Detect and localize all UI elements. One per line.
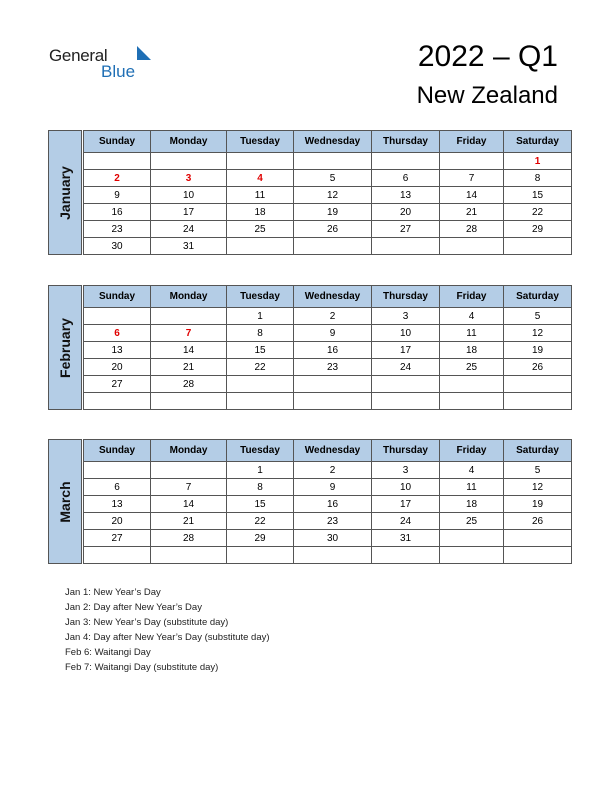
day-cell: 25: [440, 513, 504, 530]
month-label-band: [48, 439, 82, 564]
week-row: [84, 187, 572, 204]
weekday-header: Saturday: [504, 286, 572, 308]
week-row: [84, 496, 572, 513]
week-row: [84, 153, 572, 170]
day-cell: 12: [294, 187, 372, 204]
day-cell: 22: [504, 204, 572, 221]
weekday-header: Sunday: [84, 131, 151, 153]
weekday-header: Sunday: [84, 286, 151, 308]
day-cell: 2: [84, 170, 151, 187]
day-cell: [84, 308, 151, 325]
month-label-band: [48, 130, 82, 255]
weekday-header: Tuesday: [227, 440, 294, 462]
day-cell: 2: [294, 462, 372, 479]
weekday-header: Friday: [440, 131, 504, 153]
day-cell: 6: [84, 325, 151, 342]
logo-blue-text: Blue: [101, 62, 136, 81]
day-cell: 28: [440, 221, 504, 238]
day-cell: 4: [440, 462, 504, 479]
calendar-table: [83, 285, 572, 410]
day-cell: 26: [504, 359, 572, 376]
day-cell: 25: [227, 221, 294, 238]
week-row: [84, 325, 572, 342]
day-cell: 16: [294, 342, 372, 359]
week-row: [84, 221, 572, 238]
day-cell: 20: [84, 513, 151, 530]
day-cell: [504, 393, 572, 410]
day-cell: 9: [294, 479, 372, 496]
day-cell: [227, 393, 294, 410]
month-name: February: [57, 317, 73, 378]
holiday-note: Feb 6: Waitangi Day: [65, 647, 151, 658]
holiday-note: Jan 2: Day after New Year’s Day: [65, 602, 202, 613]
week-row: [84, 376, 572, 393]
day-cell: 12: [504, 325, 572, 342]
day-cell: [294, 153, 372, 170]
day-cell: 6: [372, 170, 440, 187]
holiday-note: Jan 3: New Year’s Day (substitute day): [65, 617, 229, 628]
day-cell: 21: [151, 359, 227, 376]
day-cell: [151, 308, 227, 325]
day-cell: 24: [372, 513, 440, 530]
day-cell: 19: [294, 204, 372, 221]
day-cell: 27: [84, 376, 151, 393]
week-row: [84, 342, 572, 359]
page-title: 2022 – Q1: [417, 40, 558, 73]
day-cell: 13: [84, 496, 151, 513]
day-cell: [84, 462, 151, 479]
day-cell: 1: [227, 462, 294, 479]
day-cell: 18: [227, 204, 294, 221]
day-cell: [151, 393, 227, 410]
weekday-header: Thursday: [372, 440, 440, 462]
day-cell: [294, 238, 372, 255]
day-cell: 23: [84, 221, 151, 238]
day-cell: [440, 547, 504, 564]
day-cell: 8: [227, 325, 294, 342]
day-cell: [84, 547, 151, 564]
holiday-note: Feb 7: Waitangi Day (substitute day): [65, 662, 219, 673]
weekday-header-row: [84, 286, 572, 308]
day-cell: 16: [294, 496, 372, 513]
day-cell: 28: [151, 530, 227, 547]
day-cell: [84, 153, 151, 170]
day-cell: 9: [294, 325, 372, 342]
day-cell: [227, 547, 294, 564]
day-cell: [372, 238, 440, 255]
day-cell: 24: [151, 221, 227, 238]
weekday-header: Thursday: [372, 131, 440, 153]
day-cell: [440, 376, 504, 393]
month-label-band: [48, 285, 82, 410]
day-cell: 9: [84, 187, 151, 204]
weekday-header: Tuesday: [227, 286, 294, 308]
day-cell: 20: [372, 204, 440, 221]
week-row: [84, 462, 572, 479]
day-cell: 30: [84, 238, 151, 255]
day-cell: 14: [151, 496, 227, 513]
day-cell: [372, 376, 440, 393]
day-cell: 11: [227, 187, 294, 204]
weekday-header: Monday: [151, 440, 227, 462]
day-cell: 15: [227, 496, 294, 513]
day-cell: 4: [227, 170, 294, 187]
week-row: [84, 393, 572, 410]
week-row: [84, 204, 572, 221]
month-name: January: [57, 165, 73, 220]
day-cell: [151, 547, 227, 564]
logo-triangle-icon: [137, 46, 151, 60]
day-cell: 4: [440, 308, 504, 325]
day-cell: 19: [504, 496, 572, 513]
day-cell: [440, 153, 504, 170]
day-cell: 3: [372, 308, 440, 325]
day-cell: [227, 153, 294, 170]
week-row: [84, 238, 572, 255]
day-cell: [504, 238, 572, 255]
day-cell: 30: [294, 530, 372, 547]
day-cell: 20: [84, 359, 151, 376]
day-cell: 11: [440, 325, 504, 342]
day-cell: [84, 393, 151, 410]
weekday-header: Wednesday: [294, 440, 372, 462]
day-cell: 17: [372, 496, 440, 513]
day-cell: [372, 547, 440, 564]
day-cell: 27: [84, 530, 151, 547]
weekday-header: Saturday: [504, 440, 572, 462]
day-cell: [227, 376, 294, 393]
day-cell: 5: [504, 308, 572, 325]
week-row: [84, 170, 572, 187]
weekday-header-row: [84, 440, 572, 462]
day-cell: 14: [440, 187, 504, 204]
day-cell: 1: [504, 153, 572, 170]
day-cell: 23: [294, 513, 372, 530]
day-cell: 26: [504, 513, 572, 530]
country-title: New Zealand: [416, 82, 558, 109]
weekday-header: Wednesday: [294, 286, 372, 308]
weekday-header: Thursday: [372, 286, 440, 308]
day-cell: 18: [440, 496, 504, 513]
weekday-header: Monday: [151, 286, 227, 308]
day-cell: [504, 547, 572, 564]
day-cell: 10: [151, 187, 227, 204]
weekday-header-row: [84, 131, 572, 153]
day-cell: 12: [504, 479, 572, 496]
day-cell: 25: [440, 359, 504, 376]
week-row: [84, 308, 572, 325]
day-cell: 29: [504, 221, 572, 238]
day-cell: 26: [294, 221, 372, 238]
day-cell: 23: [294, 359, 372, 376]
day-cell: 21: [440, 204, 504, 221]
day-cell: 29: [227, 530, 294, 547]
day-cell: 28: [151, 376, 227, 393]
day-cell: 3: [151, 170, 227, 187]
week-row: [84, 547, 572, 564]
weekday-header: Monday: [151, 131, 227, 153]
day-cell: [372, 153, 440, 170]
day-cell: 7: [151, 325, 227, 342]
day-cell: 8: [504, 170, 572, 187]
day-cell: [440, 238, 504, 255]
day-cell: 24: [372, 359, 440, 376]
weekday-header: Friday: [440, 286, 504, 308]
calendar-table: [83, 130, 572, 255]
holiday-note: Jan 4: Day after New Year’s Day (substitute day): [65, 632, 270, 643]
logo: [49, 44, 149, 84]
day-cell: 17: [151, 204, 227, 221]
logo-general-text: General: [49, 46, 108, 65]
day-cell: 31: [372, 530, 440, 547]
day-cell: 6: [84, 479, 151, 496]
day-cell: [504, 530, 572, 547]
day-cell: [151, 462, 227, 479]
day-cell: 14: [151, 342, 227, 359]
day-cell: [440, 530, 504, 547]
day-cell: [294, 376, 372, 393]
day-cell: 16: [84, 204, 151, 221]
holiday-note: Jan 1: New Year’s Day: [65, 587, 161, 598]
day-cell: 7: [440, 170, 504, 187]
month-name: March: [57, 480, 73, 523]
day-cell: [294, 547, 372, 564]
day-cell: [504, 376, 572, 393]
day-cell: 5: [504, 462, 572, 479]
week-row: [84, 359, 572, 376]
weekday-header: Friday: [440, 440, 504, 462]
day-cell: [227, 238, 294, 255]
day-cell: 1: [227, 308, 294, 325]
day-cell: [294, 393, 372, 410]
week-row: [84, 479, 572, 496]
day-cell: 13: [372, 187, 440, 204]
day-cell: 7: [151, 479, 227, 496]
day-cell: [372, 393, 440, 410]
day-cell: 22: [227, 513, 294, 530]
day-cell: 27: [372, 221, 440, 238]
day-cell: 21: [151, 513, 227, 530]
holiday-notes: [65, 585, 270, 675]
weekday-header: Saturday: [504, 131, 572, 153]
day-cell: 15: [504, 187, 572, 204]
weekday-header: Sunday: [84, 440, 151, 462]
day-cell: 19: [504, 342, 572, 359]
day-cell: 15: [227, 342, 294, 359]
day-cell: 11: [440, 479, 504, 496]
weekday-header: Wednesday: [294, 131, 372, 153]
day-cell: 17: [372, 342, 440, 359]
day-cell: 31: [151, 238, 227, 255]
day-cell: 5: [294, 170, 372, 187]
calendar-table: [83, 439, 572, 564]
week-row: [84, 530, 572, 547]
day-cell: 18: [440, 342, 504, 359]
week-row: [84, 513, 572, 530]
weekday-header: Tuesday: [227, 131, 294, 153]
day-cell: 2: [294, 308, 372, 325]
day-cell: 22: [227, 359, 294, 376]
day-cell: 10: [372, 479, 440, 496]
day-cell: 3: [372, 462, 440, 479]
day-cell: [151, 153, 227, 170]
day-cell: 8: [227, 479, 294, 496]
day-cell: 13: [84, 342, 151, 359]
day-cell: 10: [372, 325, 440, 342]
day-cell: [440, 393, 504, 410]
